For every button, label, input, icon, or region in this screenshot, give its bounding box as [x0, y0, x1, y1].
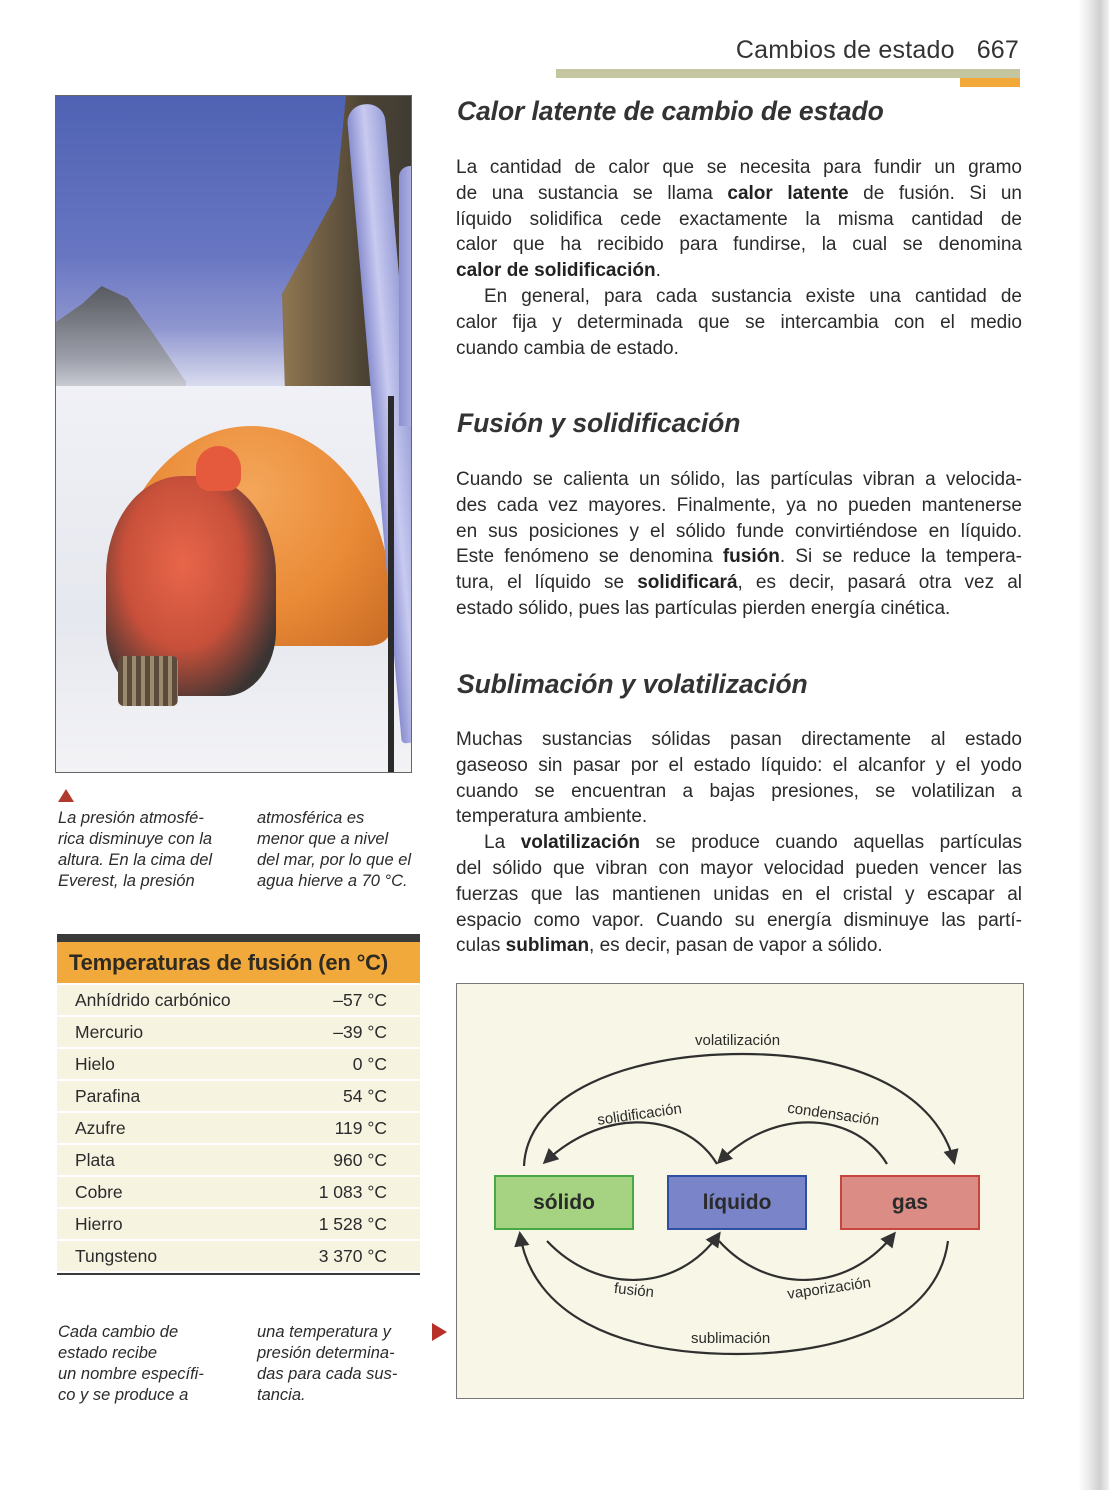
photo-caption-col2: atmosférica es menor que a nivel del mar, por lo que el agua hierve a 70 °C. [257, 809, 412, 890]
table-row [57, 1209, 420, 1239]
substance-name: Hielo [75, 1054, 115, 1074]
melting-point: 960 °C [333, 1150, 387, 1170]
state-gas-box: gas [840, 1175, 980, 1230]
substance-name: Azufre [75, 1118, 126, 1138]
melting-point: 0 °C [352, 1054, 387, 1074]
diagram-caption-col1: Cada cambio de estado recibe un nombre específi- co y se produce a [58, 1323, 204, 1404]
label-vaporizacion: vaporización [786, 1274, 872, 1303]
substance-name: Mercurio [75, 1022, 144, 1042]
table-row [57, 1113, 420, 1143]
substance-name: Hierro [75, 1214, 123, 1234]
states-of-matter-diagram [456, 983, 1024, 1399]
section-body-latent-heat: La cantidad de calor que se necesita para fundir un gramo de una sustancia se llama calor latente de fusión. Si un líquido solidifica cede exactamente la misma cantidad de calor que ha recibido para fundirse, la cual se denomina calor de solidificación. En general, para cada sustancia existe una cantidad de calor fija y determinada que se intercambia con el medio cuando cambia de estado. [456, 157, 1022, 359]
melting-point: 54 °C [343, 1086, 387, 1106]
label-volatilizacion: volatilización [695, 1032, 781, 1049]
page-number: 667 [976, 36, 1019, 64]
substance-name: Parafina [75, 1086, 141, 1106]
state-solid-box: sólido [494, 1175, 634, 1230]
label-sublimacion: sublimación [691, 1330, 771, 1347]
table-row [57, 1017, 420, 1047]
melting-point: 3 370 °C [318, 1246, 387, 1266]
table-row [57, 1177, 420, 1207]
table-row [57, 1145, 420, 1175]
melting-point: –39 °C [333, 1022, 387, 1042]
section-body-sublimation: Muchas sustancias sólidas pasan directamente al estado gaseoso sin pasar por el estado líquido: el alcanfor y el yodo cuando se encuentran a bajas presiones, se volatilizan a temperatura ambiente. La volatilización se produce cuando aquellas partículas del sólido que vibran con mayor velocidad pueden vencer las fuerzas que las mantienen unidas en el cristal y escapar al espacio como vapor. Cuando su energía disminuye las partí- culas subliman, es decir, pasan de vapor a sólido. [456, 729, 1023, 957]
melting-temperatures-table [57, 934, 420, 1275]
table-row [57, 1081, 420, 1111]
table-title: Temperaturas de fusión (en °C) [57, 942, 420, 983]
section-body-fusion: Cuando se calienta un sólido, las partículas vibran a velocida- des cada vez mayores. Finalmente, ya no pueden mantenerse en sus posiciones y el sólido funde convirtiéndose en líquido. Este fenómeno se denomina fusión. Si se reduce la tempera- tura, el líquido se solidificará, es decir, pasará otra vez al estado sólido, pues las partículas pierden energía cinética. [456, 469, 1022, 619]
running-head [736, 36, 1019, 65]
chapter-title: Cambios de estado [735, 36, 955, 64]
header-rule [556, 69, 1020, 78]
section-title-sublimation: Sublimación y volatilización [457, 669, 808, 699]
table-bottom-rule [57, 1273, 420, 1275]
label-solidificacion: solidificación [596, 1100, 683, 1129]
label-condensacion: condensación [786, 1099, 881, 1130]
photo-caption-col1: La presión atmosfé- rica disminuye con la altura. En la cima del Everest, la presión [58, 809, 213, 890]
substance-name: Plata [75, 1150, 115, 1170]
photo-stove [118, 656, 178, 706]
table-row [57, 1241, 420, 1271]
state-liquid-box: líquido [667, 1175, 807, 1230]
photo-ski-second [399, 166, 412, 426]
photo-hat [196, 446, 241, 491]
section-title-latent-heat: Calor latente de cambio de estado [457, 96, 884, 126]
caption-pointer-right-icon [432, 1323, 447, 1341]
melting-point: –57 °C [333, 990, 387, 1010]
label-fusion: fusión [613, 1279, 655, 1302]
substance-name: Anhídrido carbónico [75, 990, 231, 1010]
diagram-caption-col2: una temperatura y presión determina- das para cada sus- tancia. [257, 1323, 398, 1404]
melting-point: 1 528 °C [318, 1214, 387, 1234]
photo-pole [388, 396, 394, 772]
substance-name: Cobre [75, 1182, 123, 1202]
table-top-rule [57, 934, 420, 942]
table-row [57, 1049, 420, 1079]
caption-pointer-up-icon [58, 789, 74, 802]
table-row [57, 985, 420, 1015]
melting-point: 1 083 °C [318, 1182, 387, 1202]
header-accent-bar [960, 78, 1020, 87]
mountain-camp-photo [55, 95, 412, 773]
section-title-fusion: Fusión y solidificación [457, 408, 741, 438]
page-edge-shadow [1078, 0, 1109, 1490]
substance-name: Tungsteno [75, 1246, 158, 1266]
melting-point: 119 °C [334, 1118, 387, 1138]
